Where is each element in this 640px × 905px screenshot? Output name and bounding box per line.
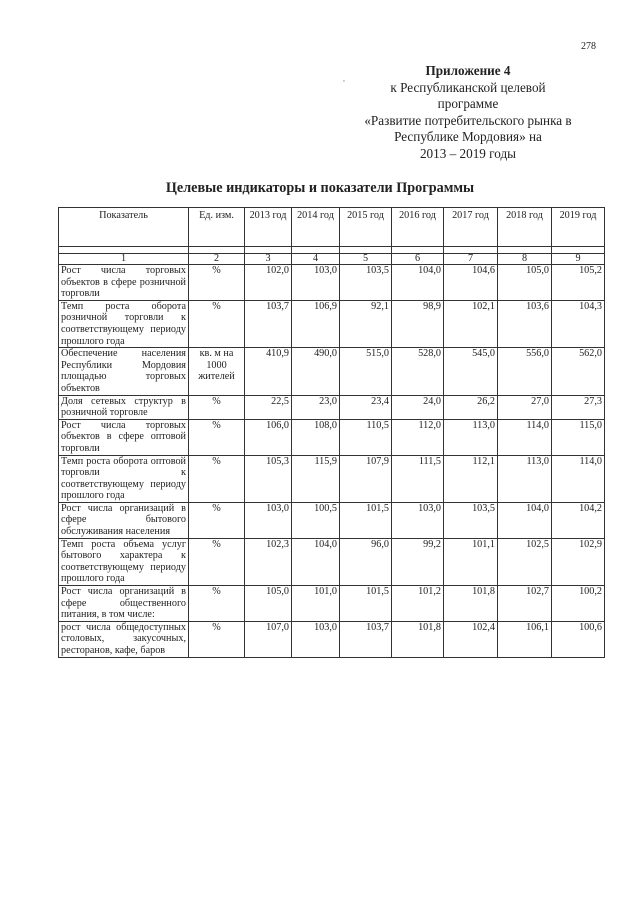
value-cell: 92,1 bbox=[340, 300, 392, 347]
value-cell: 115,0 bbox=[552, 419, 605, 455]
column-number: 2 bbox=[189, 254, 245, 265]
value-cell: 110,5 bbox=[340, 419, 392, 455]
value-cell: 106,9 bbox=[292, 300, 340, 347]
value-cell: 27,0 bbox=[498, 395, 552, 419]
value-cell: 102,1 bbox=[444, 300, 498, 347]
unit-cell: % bbox=[189, 265, 245, 301]
value-cell: 528,0 bbox=[392, 348, 444, 395]
value-cell: 103,5 bbox=[444, 502, 498, 538]
value-cell: 515,0 bbox=[340, 348, 392, 395]
value-cell: 102,7 bbox=[498, 586, 552, 622]
indicator-name: Обеспечение населения Республики Мордовия площадью торговых объектов bbox=[59, 348, 189, 395]
value-cell: 26,2 bbox=[444, 395, 498, 419]
value-cell: 113,0 bbox=[498, 455, 552, 502]
appendix-line: Республике Мордовия» на bbox=[394, 129, 542, 145]
column-number: 1 bbox=[59, 254, 189, 265]
table-row bbox=[59, 455, 605, 502]
value-cell: 98,9 bbox=[392, 300, 444, 347]
table-row bbox=[59, 395, 605, 419]
value-cell: 103,7 bbox=[245, 300, 292, 347]
value-cell: 27,3 bbox=[552, 395, 605, 419]
value-cell: 103,0 bbox=[245, 502, 292, 538]
value-cell: 101,1 bbox=[444, 538, 498, 585]
indicator-name: Доля сетевых структур в розничной торговле bbox=[59, 395, 189, 419]
header-cell: 2019 год bbox=[552, 208, 605, 247]
value-cell: 490,0 bbox=[292, 348, 340, 395]
value-cell: 105,3 bbox=[245, 455, 292, 502]
header-cell: 2014 год bbox=[292, 208, 340, 247]
value-cell: 103,0 bbox=[292, 265, 340, 301]
table-row bbox=[59, 502, 605, 538]
indicator-name: Рост числа организаций в сфере бытового обслуживания населения bbox=[59, 502, 189, 538]
unit-cell: % bbox=[189, 419, 245, 455]
header-cell: 2018 год bbox=[498, 208, 552, 247]
value-cell: 106,1 bbox=[498, 621, 552, 657]
header-cell: 2017 год bbox=[444, 208, 498, 247]
column-number: 8 bbox=[498, 254, 552, 265]
value-cell: 106,0 bbox=[245, 419, 292, 455]
value-cell: 104,2 bbox=[552, 502, 605, 538]
value-cell: 107,9 bbox=[340, 455, 392, 502]
value-cell: 112,1 bbox=[444, 455, 498, 502]
value-cell: 104,3 bbox=[552, 300, 605, 347]
value-cell: 102,4 bbox=[444, 621, 498, 657]
value-cell: 104,0 bbox=[292, 538, 340, 585]
value-cell: 104,0 bbox=[498, 502, 552, 538]
value-cell: 101,8 bbox=[392, 621, 444, 657]
value-cell: 114,0 bbox=[552, 455, 605, 502]
table-row bbox=[59, 265, 605, 301]
unit-cell: % bbox=[189, 502, 245, 538]
value-cell: 112,0 bbox=[392, 419, 444, 455]
appendix-title: Приложение 4 bbox=[425, 63, 511, 78]
column-number: 6 bbox=[392, 254, 444, 265]
value-cell: 545,0 bbox=[444, 348, 498, 395]
document-heading: Целевые индикаторы и показатели Программы bbox=[165, 180, 475, 196]
value-cell: 103,5 bbox=[340, 265, 392, 301]
value-cell: 102,0 bbox=[245, 265, 292, 301]
value-cell: 24,0 bbox=[392, 395, 444, 419]
scan-artifact: , bbox=[343, 74, 345, 83]
appendix-line: 2013 – 2019 годы bbox=[419, 145, 517, 161]
indicator-name: Рост числа торговых объектов в сфере розничной торговли bbox=[59, 265, 189, 301]
header-cell: 2015 год bbox=[340, 208, 392, 247]
value-cell: 104,6 bbox=[444, 265, 498, 301]
appendix-block bbox=[318, 63, 618, 163]
column-number: 9 bbox=[552, 254, 605, 265]
value-cell: 102,3 bbox=[245, 538, 292, 585]
value-cell: 99,2 bbox=[392, 538, 444, 585]
header-cell: 2016 год bbox=[392, 208, 444, 247]
value-cell: 108,0 bbox=[292, 419, 340, 455]
value-cell: 23,0 bbox=[292, 395, 340, 419]
table-row bbox=[59, 300, 605, 347]
value-cell: 113,0 bbox=[444, 419, 498, 455]
value-cell: 103,7 bbox=[340, 621, 392, 657]
unit-cell: % bbox=[189, 538, 245, 585]
value-cell: 410,9 bbox=[245, 348, 292, 395]
page-number: 278 bbox=[581, 41, 596, 52]
value-cell: 101,0 bbox=[292, 586, 340, 622]
value-cell: 104,0 bbox=[392, 265, 444, 301]
value-cell: 111,5 bbox=[392, 455, 444, 502]
column-number: 3 bbox=[245, 254, 292, 265]
appendix-line: программе bbox=[437, 96, 499, 112]
value-cell: 101,8 bbox=[444, 586, 498, 622]
table-row bbox=[59, 586, 605, 622]
unit-cell: % bbox=[189, 300, 245, 347]
value-cell: 101,5 bbox=[340, 586, 392, 622]
column-number: 7 bbox=[444, 254, 498, 265]
indicators-table bbox=[58, 207, 605, 658]
column-number: 4 bbox=[292, 254, 340, 265]
value-cell: 107,0 bbox=[245, 621, 292, 657]
indicator-name: Темп роста оборота оптовой торговли к соответствующему периоду прошлого года bbox=[59, 455, 189, 502]
header-row bbox=[59, 208, 605, 247]
value-cell: 102,9 bbox=[552, 538, 605, 585]
appendix-line: к Республиканской целевой bbox=[390, 79, 546, 95]
value-cell: 100,6 bbox=[552, 621, 605, 657]
indicator-name: Рост числа торговых объектов в сфере оптовой торговли bbox=[59, 419, 189, 455]
value-cell: 22,5 bbox=[245, 395, 292, 419]
value-cell: 562,0 bbox=[552, 348, 605, 395]
table-row bbox=[59, 621, 605, 657]
header-cell: Ед. изм. bbox=[189, 208, 245, 247]
value-cell: 105,0 bbox=[245, 586, 292, 622]
unit-cell: % bbox=[189, 455, 245, 502]
value-cell: 101,2 bbox=[392, 586, 444, 622]
value-cell: 556,0 bbox=[498, 348, 552, 395]
value-cell: 96,0 bbox=[340, 538, 392, 585]
unit-cell: кв. м на 1000 жителей bbox=[189, 348, 245, 395]
value-cell: 101,5 bbox=[340, 502, 392, 538]
unit-cell: % bbox=[189, 586, 245, 622]
value-cell: 103,6 bbox=[498, 300, 552, 347]
header-cell: Показатель bbox=[59, 208, 189, 247]
table-row bbox=[59, 538, 605, 585]
indicator-name: Темп роста оборота розничной торговли к соответствующему периоду прошлого года bbox=[59, 300, 189, 347]
unit-cell: % bbox=[189, 621, 245, 657]
indicator-name: Темп роста объема услуг бытового характера к соответствующему периоду прошлого года bbox=[59, 538, 189, 585]
value-cell: 105,0 bbox=[498, 265, 552, 301]
value-cell: 100,2 bbox=[552, 586, 605, 622]
indicator-name: рост числа общедоступных столовых, закусочных, ресторанов, кафе, баров bbox=[59, 621, 189, 657]
value-cell: 23,4 bbox=[340, 395, 392, 419]
value-cell: 103,0 bbox=[392, 502, 444, 538]
unit-cell: % bbox=[189, 395, 245, 419]
header-cell: 2013 год bbox=[245, 208, 292, 247]
column-number-row bbox=[59, 254, 605, 265]
table-row bbox=[59, 348, 605, 395]
value-cell: 115,9 bbox=[292, 455, 340, 502]
value-cell: 100,5 bbox=[292, 502, 340, 538]
indicator-name: Рост числа организаций в сфере общественного питания, в том числе: bbox=[59, 586, 189, 622]
value-cell: 105,2 bbox=[552, 265, 605, 301]
column-number: 5 bbox=[340, 254, 392, 265]
value-cell: 102,5 bbox=[498, 538, 552, 585]
table-row bbox=[59, 419, 605, 455]
value-cell: 114,0 bbox=[498, 419, 552, 455]
value-cell: 103,0 bbox=[292, 621, 340, 657]
appendix-line: «Развитие потребительского рынка в bbox=[364, 112, 572, 128]
